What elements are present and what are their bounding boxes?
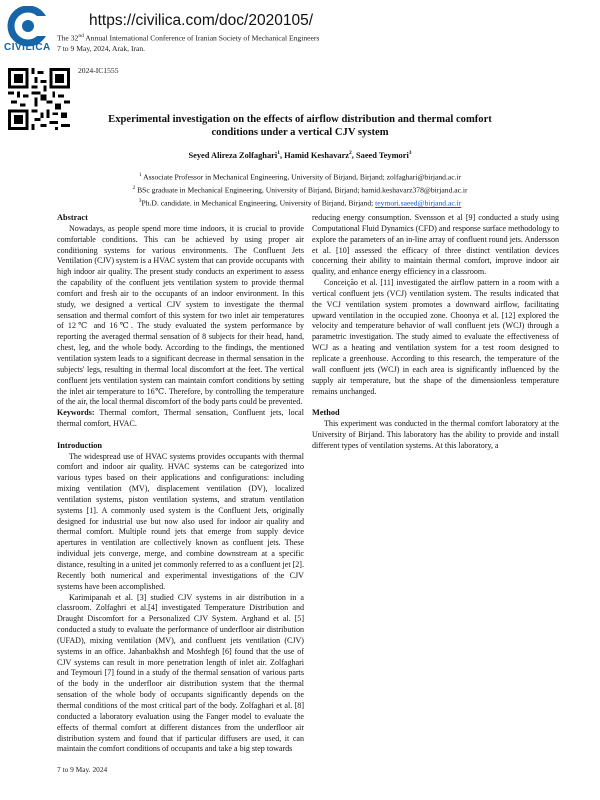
intro-paragraph-3: Conceição et al. [11] investigated the airflow pattern in a room with a vertical confluent jets (VCJ) ventilation system. The results indicated that the VCJ ventilation system promotes a downward airflow, facilitating upward ventilation in the occupied zone. Choonya et al. [12] explored the velocity and temperature behavior of wall confluent jets (WCJ) through a parametric investigation. The study aimed to evaluate the effectiveness of WCJ as a heating and ventilation system for a test room designed to replicate a greenhouse. According to this research, the temperature of the wall confluent jets (WCJ) in each area is significantly influenced by the supply air temperature, but the shape of the dimensionless temperature remains unchanged. [312,278,559,396]
author-list: Seyed Alireza Zolfaghari$^1$, Hamid Keshavarz$^2$, Saeed Teymori$^3$ [188,150,412,160]
intro-paragraph-2: Karimipanah et al. [3] studied CJV systems in air distribution in a classroom. Zolfaghri et al.[4] investigated Temperature Distribution and Draught Discomfort for a Personalized CJV System. Arghand et al. [5] conducted a study to evaluate the performance of underfloor air distribution (UFAD), mixing ventilation (MV), and confluent jets ventilation (CJV) systems in an office. Jahanbakhsh and Moshfegh [6] found that the use of CJV systems can result in more penetration length of inlet air. Zolfaghari and Teymouri [7] found in a study of the thermal sensation of various parts of the body in the underfloor air distribution system that the thermal sensation of the whole body of occupants significantly depends on the thermal conditions of the most critical part of the body. Zolfaghari et al. [8] conducted a laboratory evaluation using the Fanger model to evaluate the effects of thermal comfort at different distances from the underfloor air distribution system and found that if particular diffusers are used, it can maintain the comfort conditions of occupants and take a big step towards [57,592,304,754]
left-column [57,213,304,755]
affiliations [60,170,540,210]
paper-id: 2024-IC1555 [78,66,119,75]
page-footer: 7 to 9 May. 2024 [57,765,108,774]
intro-paragraph-1: The widespread use of HVAC systems provides occupants with thermal comfort and indoor air quality. HVAC systems can be categorized into various types based on their applications and configurations: including mixing ventilation (MV), displacement ventilation (DV), localized ventilation systems, piston ventilation systems, and stratum ventilation systems [1]. A commonly used system is the Confluent Jets, originally designed for industrial use but now also used for indoor air quality and thermal comfort. Multiple round jets that emerge from supply device apertures in ventilation are collectively known as confluent jets. These individual jets converge, merge, and combine downstream at a specific distance, resulting in a united jet commonly referred to as a confluent jet [2]. Recently both numerical and experimental investigations of the CJV systems have been accomplished. [57,451,304,591]
email-link[interactable]: teymori.saeed@birjand.ac.ir [375,199,462,208]
right-column [312,213,559,452]
affiliation-1: $^1$ Associate Professor in Mechanical Engineering, University of Birjand, Birjand; zolfaghari@birjand.ac.ir [138,172,462,182]
abstract-text: Nowadays, as people spend more time indoors, it is crucial to provide comfortable conditions. This can be achieved by using proper air conditioning systems for various environments. The Confluent Jets Ventilation (CJV) system is a HVAC system that can provide occupants with high indoor air quality. The present study conducts an experiment to assess the capability of the confluent jets ventilation system to provide thermal comfort and fresh air to the occupants of an indoor environment. In this study, we designed a vertical CJV system to investigate the thermal sensation and thermal comfort of this system for two inlet air temperatures of 12℃ and 16℃. The study evaluated the system performance by reporting the averaged thermal sensation of 8 subjects for their head, hand, chest, leg, and the whole body. According to the findings, the mentioned ventilation system leads to a significant decrease in thermal sensation in the subjects' legs, resulting in thermal local discomfort at the feet. The vertical confluent jets ventilation system can maintain comfort conditions by setting the inlet air temperature to 16℃. Therefore, by controlling the temperature of the air, the local thermal discomfort of the body parts could be prevented. [57,223,304,407]
paper-title: Experimental investigation on the effects of airflow distribution and thermal comfort conditions under a vertical CJV system [108,114,492,138]
method-paragraph-1: This experiment was conducted in the thermal comfort laboratory at the University of Birjand. This laboratory has the ability to provide and install different types of ventilation systems. At this laboratory, a [312,419,559,450]
keywords: Keywords: Thermal comfort, Thermal sensation, Confluent jets, local thermal comfort, HVAC. [57,408,304,429]
abstract-heading: Abstract [57,213,88,222]
logo-text: CIVILICA [4,42,51,53]
document-url[interactable]: https://civilica.com/doc/2020105/ [89,12,314,29]
method-heading: Method [312,408,340,418]
intro-paragraph-2-cont: reducing energy consumption. Svensson et al [9] conducted a study using Computational Fluid Dynamics (CFD) and response surface methodology to explore the parameters of an in-line array of confluent round jets. Andersson et al. [10] assessed the efficacy of three distinct ventilation devices concerning their ability to maintain thermal comfort, improve indoor air quality, and enhance energy efficiency in a classroom. [312,213,559,277]
affiliation-2: $^2$ BSc graduate in Mechanical Engineering, University of Birjand, Birjand; hamid.keshavarz378@birjand.ac.ir [132,185,468,195]
affiliation-3: $^3$Ph.D. candidate. in Mechanical Engineering, University of Birjand, Birjand; teymori.saeed@birjand.ac.ir [138,198,462,208]
introduction-heading: Introduction [57,440,103,450]
conference-info: The 32nd Annual International Conference of Iranian Society of Mechanical Engineers 7 to 9 May, 2024, Arak, Iran. [57,33,320,54]
